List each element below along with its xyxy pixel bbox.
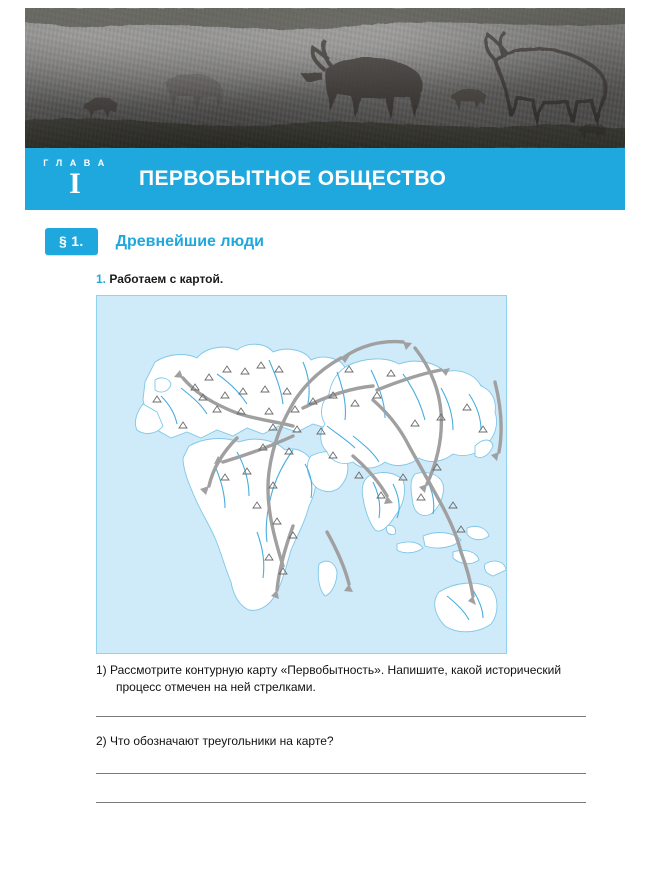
answer-line-1[interactable]	[96, 716, 586, 717]
chapter-title: ПЕРВОБЫТНОЕ ОБЩЕСТВО	[139, 167, 447, 190]
section-title: Древнейшие люди	[115, 232, 264, 250]
section-number-badge: § 1.	[45, 228, 98, 255]
question-2-number: 2)	[96, 734, 107, 748]
question-2	[96, 733, 586, 750]
question-1-text: Рассмотрите контурную карту «Первобытность». Напишите, какой исторический процесс отмечен на ней стрелками.	[110, 663, 562, 695]
section-heading	[45, 228, 264, 255]
map-container	[96, 295, 507, 654]
world-contour-map	[97, 296, 506, 653]
cave-painting-banner	[25, 8, 625, 148]
cave-painting-figures	[25, 8, 625, 148]
question-1	[96, 662, 586, 697]
task-1-number: 1.	[96, 272, 107, 286]
task-1-label: Работаем с картой.	[109, 272, 224, 286]
question-2-text: Что обозначают треугольники на карте?	[110, 734, 334, 748]
answer-line-2[interactable]	[96, 773, 586, 774]
chapter-label: Г Л А В А	[43, 157, 107, 168]
question-1-number: 1)	[96, 663, 107, 677]
chapter-bar	[25, 148, 625, 210]
chapter-number-block	[25, 159, 125, 199]
answer-line-3[interactable]	[96, 802, 586, 803]
chapter-number: I	[69, 167, 81, 201]
task-1-heading	[96, 272, 223, 286]
